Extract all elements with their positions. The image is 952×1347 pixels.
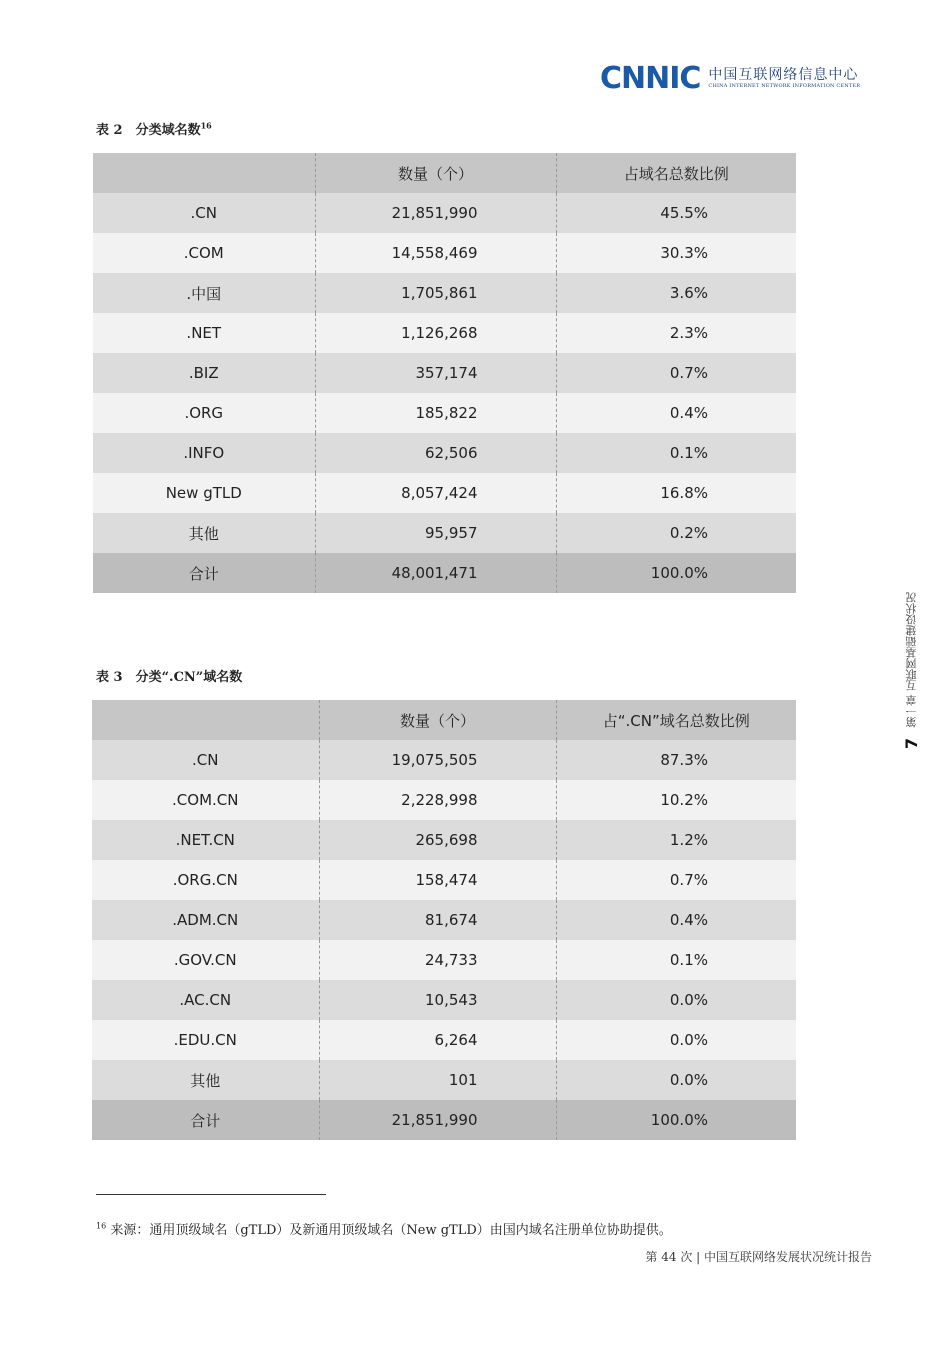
share-cell: 0.0% [556, 1060, 796, 1100]
count-cell: 21,851,990 [319, 1100, 556, 1140]
table-row [92, 1020, 796, 1060]
share-cell: 0.2% [556, 513, 796, 553]
logo-text [708, 68, 860, 90]
share-cell: 0.4% [556, 393, 796, 433]
footnote-divider [96, 1194, 326, 1195]
footnote-mark: 16 [96, 1221, 107, 1231]
count-cell: 1,705,861 [315, 273, 556, 313]
domain-cell: .NET [93, 313, 315, 353]
table-row [92, 1060, 796, 1100]
table-row [93, 433, 796, 473]
table2-header-blank [93, 153, 315, 193]
table2-caption [96, 119, 212, 138]
table3-cn-domain-counts [92, 700, 796, 1140]
domain-cell: .COM [93, 233, 315, 273]
domain-cell: 其他 [92, 1060, 319, 1100]
count-cell: 19,075,505 [319, 740, 556, 780]
count-cell: 62,506 [315, 433, 556, 473]
count-cell: 357,174 [315, 353, 556, 393]
table-row [93, 233, 796, 273]
domain-cell: 合计 [92, 1100, 319, 1140]
table-row [93, 273, 796, 313]
cnnic-logo [600, 61, 880, 96]
table2-header-share: 占域名总数比例 [556, 153, 796, 193]
count-cell: 101 [319, 1060, 556, 1100]
table-row [92, 780, 796, 820]
domain-cell: 合计 [93, 553, 315, 593]
share-cell: 100.0% [556, 553, 796, 593]
table-row [93, 393, 796, 433]
domain-cell: .INFO [93, 433, 315, 473]
count-cell: 81,674 [319, 900, 556, 940]
share-cell: 87.3% [556, 740, 796, 780]
table-row [93, 193, 796, 233]
share-cell: 0.7% [556, 353, 796, 393]
domain-cell: .EDU.CN [92, 1020, 319, 1060]
count-cell: 185,822 [315, 393, 556, 433]
logo-chinese-name: 中国互联网络信息中心 [708, 67, 859, 83]
table-row [93, 473, 796, 513]
table3-caption-text: 表 3 分类“.CN”域名数 [96, 670, 243, 685]
share-cell: 3.6% [556, 273, 796, 313]
table-row [93, 513, 796, 553]
count-cell: 1,126,268 [315, 313, 556, 353]
share-cell: 0.7% [556, 860, 796, 900]
page-number: 7 [902, 737, 922, 749]
table2-caption-text: 表 2 分类域名数 [96, 123, 201, 138]
domain-cell: 其他 [93, 513, 315, 553]
domain-cell: .NET.CN [92, 820, 319, 860]
count-cell: 265,698 [319, 820, 556, 860]
count-cell: 158,474 [319, 860, 556, 900]
domain-cell: .CN [92, 740, 319, 780]
share-cell: 100.0% [556, 1100, 796, 1140]
table3-header-blank [92, 700, 319, 740]
logo-mark: CNNIC [600, 61, 701, 96]
domain-cell: .ADM.CN [92, 900, 319, 940]
domain-cell: .BIZ [93, 353, 315, 393]
share-cell: 16.8% [556, 473, 796, 513]
table-row [92, 740, 796, 780]
chapter-title: 第一章 互联网基础建设状况 [905, 592, 918, 728]
table-row [92, 820, 796, 860]
table2-header-count: 数量（个） [315, 153, 556, 193]
share-cell: 0.1% [556, 433, 796, 473]
domain-cell: .ORG [93, 393, 315, 433]
count-cell: 2,228,998 [319, 780, 556, 820]
table-row [93, 353, 796, 393]
table-row [92, 900, 796, 940]
table3-header-row [92, 700, 796, 740]
table-row [92, 980, 796, 1020]
share-cell: 0.0% [556, 1020, 796, 1060]
count-cell: 8,057,424 [315, 473, 556, 513]
count-cell: 48,001,471 [315, 553, 556, 593]
table-total-row [93, 553, 796, 593]
chapter-sidebar [900, 592, 924, 772]
table3-caption [96, 666, 242, 685]
table3-header-count: 数量（个） [319, 700, 556, 740]
domain-cell: .COM.CN [92, 780, 319, 820]
share-cell: 0.4% [556, 900, 796, 940]
share-cell: 2.3% [556, 313, 796, 353]
domain-cell: .ORG.CN [92, 860, 319, 900]
share-cell: 0.0% [556, 980, 796, 1020]
table-row [92, 860, 796, 900]
share-cell: 10.2% [556, 780, 796, 820]
footnote-text: 来源：通用顶级域名（gTLD）及新通用顶级域名（New gTLD）由国内域名注册单位协助提供。 [110, 1223, 672, 1238]
share-cell: 45.5% [556, 193, 796, 233]
table-total-row [92, 1100, 796, 1140]
count-cell: 10,543 [319, 980, 556, 1020]
count-cell: 6,264 [319, 1020, 556, 1060]
table3-header-share: 占“.CN”域名总数比例 [556, 700, 796, 740]
table2-header-row [93, 153, 796, 193]
table-row [93, 313, 796, 353]
share-cell: 30.3% [556, 233, 796, 273]
domain-cell: .AC.CN [92, 980, 319, 1020]
share-cell: 1.2% [556, 820, 796, 860]
page-footer: 第 44 次 | 中国互联网络发展状况统计报告 [645, 1250, 872, 1264]
count-cell: 21,851,990 [315, 193, 556, 233]
logo-english-name: CHINA INTERNET NETWORK INFORMATION CENTER [708, 83, 861, 89]
domain-cell: .中国 [93, 273, 315, 313]
domain-cell: .GOV.CN [92, 940, 319, 980]
share-cell: 0.1% [556, 940, 796, 980]
count-cell: 14,558,469 [315, 233, 556, 273]
table2-domain-counts [93, 153, 796, 593]
table2-footnote-ref: 16 [200, 120, 212, 131]
count-cell: 95,957 [315, 513, 556, 553]
count-cell: 24,733 [319, 940, 556, 980]
table-row [92, 940, 796, 980]
domain-cell: .CN [93, 193, 315, 233]
footnote [96, 1219, 672, 1238]
domain-cell: New gTLD [93, 473, 315, 513]
